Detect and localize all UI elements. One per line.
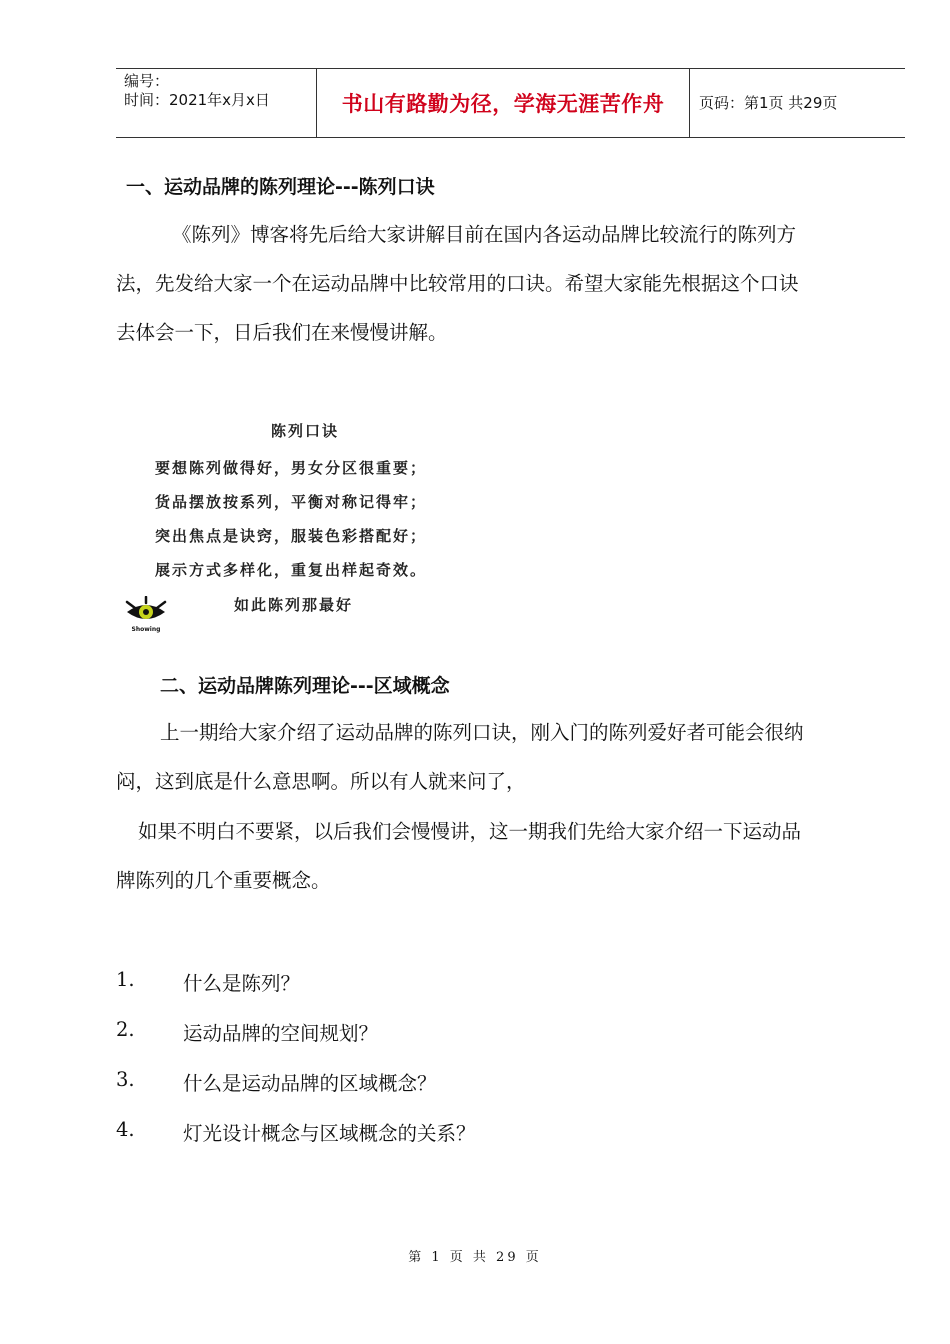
paragraph-line: 上一期给大家介绍了运动品牌的陈列口诀，刚入门的陈列爱好者可能会很纳 xyxy=(160,721,804,744)
header-meta-cell xyxy=(116,69,317,137)
number-label: 编号： xyxy=(124,72,170,90)
list-text: 运动品牌的空间规划？ xyxy=(183,1022,379,1045)
paragraph-line: 《陈列》博客将先后给大家讲解目前在国内各运动品牌比较流行的陈列方 xyxy=(172,223,797,246)
paragraph-line: 闷，这到底是什么意思啊。所以有人就来问了， xyxy=(116,770,526,793)
list-number: 3. xyxy=(116,1068,135,1091)
page-info: 页码：第1页 共29页 xyxy=(699,93,838,112)
paragraph-line: 法，先发给大家一个在运动品牌中比较常用的口诀。希望大家能先根据这个口诀 xyxy=(116,272,799,295)
list-number: 1. xyxy=(116,968,135,991)
rhyme-line: 要想陈列做得好，男女分区很重要； xyxy=(155,459,428,477)
paragraph-line: 去体会一下，日后我们在来慢慢讲解。 xyxy=(116,321,448,344)
paragraph-line: 如果不明白不要紧，以后我们会慢慢讲，这一期我们先给大家介绍一下运动品 xyxy=(138,820,802,843)
motto-text: 书山有路勤为径，学海无涯苦作舟 xyxy=(341,92,665,116)
list-text: 灯光设计概念与区域概念的关系？ xyxy=(183,1122,476,1145)
list-item xyxy=(116,1018,616,1048)
display-rhyme-image xyxy=(120,408,460,640)
section2-paragraph-1 xyxy=(116,708,906,806)
list-text: 什么是运动品牌的区域概念？ xyxy=(183,1072,437,1095)
showing-logo-icon xyxy=(123,596,169,638)
list-item xyxy=(116,968,616,998)
rhyme-line: 展示方式多样化，重复出样起奇效。 xyxy=(155,561,428,579)
section2-paragraph-2 xyxy=(116,807,906,905)
page-info-cell xyxy=(690,69,905,137)
section2-heading: 二、运动品牌陈列理论---区域概念 xyxy=(160,675,450,697)
list-text: 什么是陈列？ xyxy=(183,972,301,995)
motto-cell xyxy=(317,69,690,137)
footer-page-number: 第 1 页 共 29 页 xyxy=(408,1250,542,1265)
list-item xyxy=(116,1068,616,1098)
section1-paragraph xyxy=(116,210,906,357)
rhyme-title: 陈列口诀 xyxy=(271,422,340,440)
section1-heading: 一、运动品牌的陈列理论---陈列口诀 xyxy=(126,176,435,198)
page-footer xyxy=(0,1246,950,1265)
rhyme-line: 如此陈列那最好 xyxy=(234,596,354,614)
list-item xyxy=(116,1118,616,1148)
list-number: 4. xyxy=(116,1118,135,1141)
document-header xyxy=(116,68,905,138)
list-number: 2. xyxy=(116,1018,135,1041)
logo-text: Showing xyxy=(131,626,161,633)
paragraph-line: 牌陈列的几个重要概念。 xyxy=(116,869,331,892)
rhyme-line: 突出焦点是诀窍，服装色彩搭配好； xyxy=(155,527,428,545)
time-label: 时间：2021年x月x日 xyxy=(124,91,270,109)
rhyme-line: 货品摆放按系列，平衡对称记得牢； xyxy=(155,493,428,511)
